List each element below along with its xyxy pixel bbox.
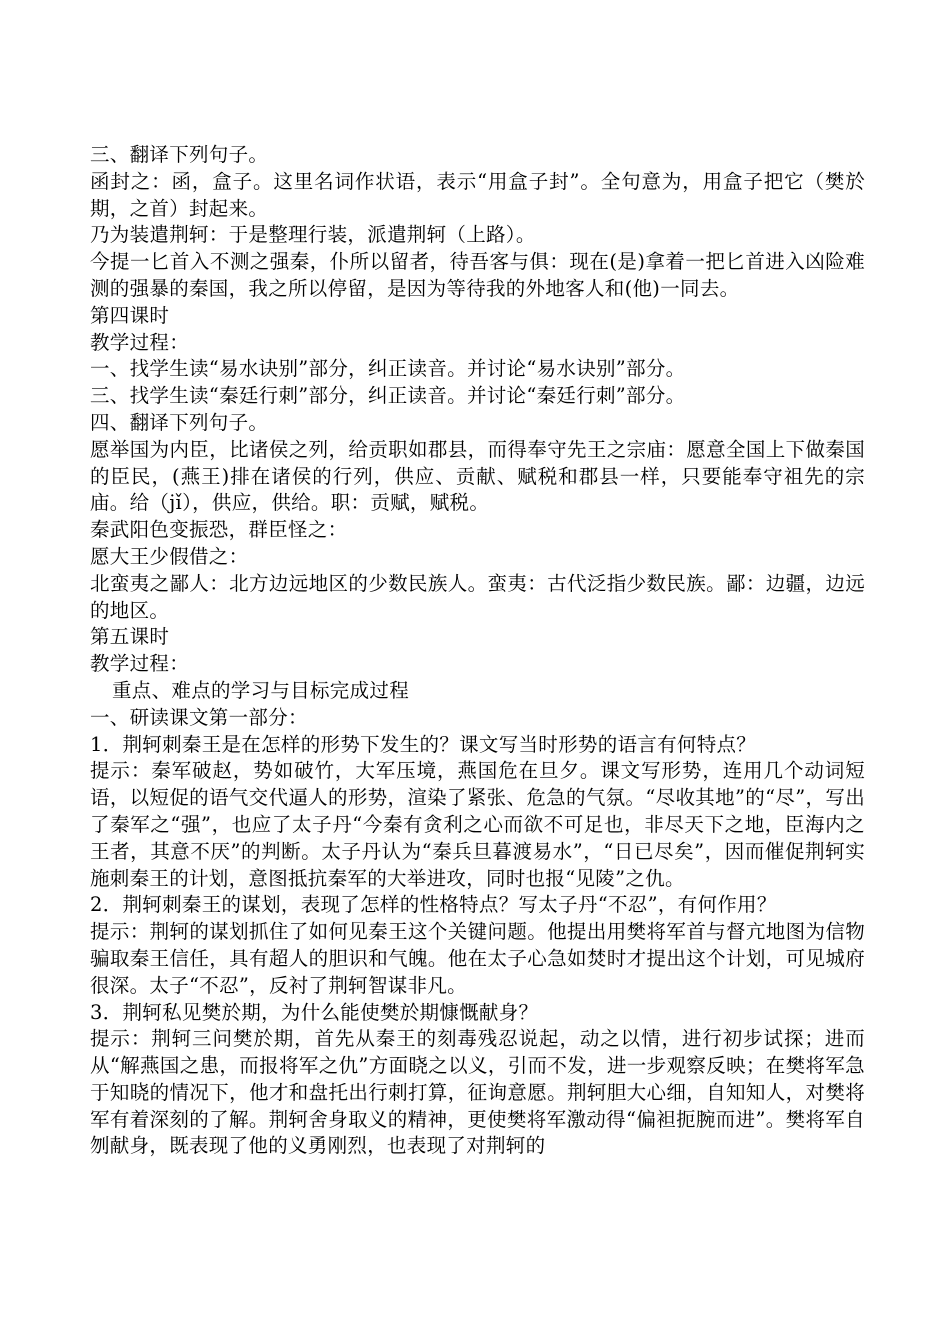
question: 3．荆轲私见樊於期，为什么能使樊於期慷慨献身？ (90, 1000, 539, 1024)
section-heading: 教学过程： (90, 330, 190, 354)
answer-hint: 提示：荆轲的谋划抓住了如何见秦王这个关键问题。他提出用樊将军首与督亢地图为信物骗取秦王信任，具有超人的胆识和气魄。他在太子心急如焚时才提出这个计划，可见城府很深。太子“不忍”，反衬了荆轲智谋非凡。 (90, 920, 865, 997)
paragraph: 今提一匕首入不测之强秦，仆所以留者，待吾客与俱：现在(是)拿着一把匕首进入凶险难测的强暴的秦国，我之所以停留，是因为等待我的外地客人和(他)一同去。 (90, 250, 865, 300)
section-heading: 三、翻译下列句子。 (90, 143, 269, 166)
lesson-heading: 第四课时 (90, 303, 170, 327)
lesson-heading: 第五课时 (90, 625, 170, 649)
paragraph: 一、找学生读“易水诀别”部分，纠正读音。并讨论“易水诀别”部分。 (90, 357, 686, 381)
question: 2．荆轲刺秦王的谋划，表现了怎样的性格特点？写太子丹“不忍”，有何作用？ (90, 893, 777, 917)
section-heading: 四、翻译下列句子。 (90, 410, 269, 434)
paragraph: 三、找学生读“秦廷行刺”部分，纠正读音。并讨论“秦廷行刺”部分。 (90, 384, 686, 408)
document-body (90, 142, 865, 1160)
answer-hint: 提示：荆轲三问樊於期，首先从秦王的刻毒残忍说起，动之以情，进行初步试探；进而从“解燕国之患，而报将军之仇”方面晓之以义，引而不发，进一步观察反映；在樊将军急于知晓的情况下，他才和盘托出行刺打算，征询意愿。荆轲胆大心细，自知知人，对樊将军有着深刻的了解。荆轲舍身取义的精神，更使樊将军激动得“偏袒扼腕而进”。樊将军自刎献身，既表现了他的义勇刚烈，也表现了对荆轲的 (90, 1027, 865, 1158)
paragraph: 函封之：函，盒子。这里名词作状语，表示“用盒子封”。全句意为，用盒子把它（樊於期，之首）封起来。 (90, 169, 865, 220)
question: 1．荆轲刺秦王是在怎样的形势下发生的？课文写当时形势的语言有何特点？ (90, 732, 757, 756)
paragraph: 北蛮夷之鄙人：北方边远地区的少数民族人。蛮夷：古代泛指少数民族。鄙：边疆，边远的地区。 (90, 571, 865, 622)
section-heading: 一、研读课文第一部分： (90, 705, 308, 729)
paragraph: 秦武阳色变振恐，群臣怪之： (90, 518, 348, 542)
paragraph: 愿大王少假借之： (90, 544, 249, 568)
section-heading: 重点、难点的学习与目标完成过程 (112, 678, 410, 702)
section-heading: 教学过程： (90, 652, 190, 676)
paragraph: 乃为装遣荆轲：于是整理行装，派遣荆轲（上路）。 (90, 223, 536, 247)
paragraph: 愿举国为内臣，比诸侯之列，给贡职如郡县，而得奉守先王之宗庙：愿意全国上下做秦国的臣民，(燕王)排在诸侯的行列，供应、贡献、赋税和郡县一样，只要能奉守祖先的宗庙。给（jǐ），供应，供给。职：贡赋，赋税。 (90, 437, 865, 515)
answer-hint: 提示：秦军破赵，势如破竹，大军压境，燕国危在旦夕。课文写形势，连用几个动词短语，以短促的语气交代逼人的形势，渲染了紧张、危急的气氛。“尽收其地”的“尽”，写出了秦军之“强”，也应了太子丹“今秦有贪利之心而欲不可足也，非尽天下之地，臣海内之王者，其意不厌”的判断。太子丹认为“秦兵旦暮渡易水”，“日已尽矣”，因而催促荆轲实施刺秦王的计划，意图抵抗秦军的大举进攻，同时也报“见陵”之仇。 (90, 759, 865, 890)
